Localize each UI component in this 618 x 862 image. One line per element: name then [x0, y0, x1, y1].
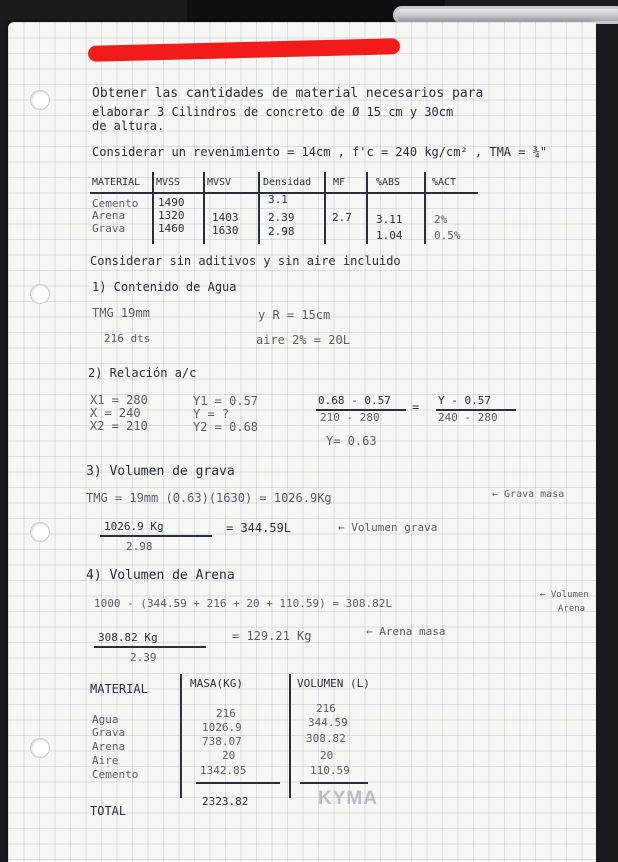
step2-y1: Y1 = 0.57	[193, 394, 259, 408]
binder-hole	[30, 90, 50, 110]
step2-equals: =	[412, 400, 420, 414]
t1-row-material: Arena	[92, 209, 126, 222]
t1-col-divider	[258, 172, 260, 244]
step3-result-note: ← Volumen grava	[338, 521, 438, 534]
t1-row-densidad: 2.39	[268, 211, 295, 224]
t1-row-abs: 3.11	[376, 213, 403, 226]
t1-row-mvss: 1320	[158, 209, 185, 222]
t1-col-divider	[203, 172, 205, 244]
t2-row-masa: 1342.85	[200, 764, 247, 777]
step4-heading: 4) Volumen de Arena	[86, 568, 235, 583]
t2-col-divider	[289, 674, 291, 798]
step2-x2: X2 = 210	[90, 419, 148, 433]
t2-row-material: Arena	[92, 740, 126, 753]
t2-header-material: MATERIAL	[90, 682, 148, 696]
t2-total-masa: 2323.82	[202, 795, 249, 808]
step4-calc: 1000 - (344.59 + 216 + 20 + 110.59) = 308.82L	[94, 597, 393, 610]
step2-y2: Y2 = 0.68	[193, 420, 259, 434]
binder-hole	[30, 522, 50, 542]
step2-frac2-denominator: 240 - 280	[438, 411, 498, 424]
t1-col-divider	[424, 172, 426, 244]
step4-calc-note-1: ← Volumen	[540, 590, 589, 600]
note-line: Considerar sin aditivos y sin aire incluido	[90, 254, 401, 268]
step3-frac-bar	[100, 535, 212, 537]
t1-col-divider	[324, 172, 326, 244]
t1-header-mf: MF	[333, 177, 346, 188]
t2-header-masa: MASA(KG)	[190, 677, 243, 690]
t1-header-mvsv: MVSV	[207, 177, 232, 188]
t2-row-material: Agua	[92, 713, 119, 726]
step1-revenimiento: y R = 15cm	[258, 308, 331, 322]
step2-frac2-numerator: Y - 0.57	[438, 394, 491, 407]
t1-row-act: 0.5%	[434, 229, 461, 242]
t2-total-label: TOTAL	[90, 804, 127, 818]
step3-calc: TMG = 19mm (0.63)(1630) = 1026.9Kg	[86, 491, 332, 505]
step4-frac-bar	[94, 646, 206, 648]
t1-row-material: Grava	[92, 222, 126, 235]
step1-heading: 1) Contenido de Agua	[92, 280, 237, 294]
t2-row-material: Grava	[92, 726, 126, 739]
title-line-1: Obtener las cantidades de material necesarios para	[92, 86, 484, 101]
step3-calc-note: ← Grava masa	[492, 489, 565, 500]
binder-hole	[30, 284, 50, 304]
t1-row-densidad: 2.98	[268, 225, 295, 238]
t1-row-mvsv: 1630	[212, 224, 239, 237]
step4-result-note: ← Arena masa	[366, 625, 446, 638]
t1-row-abs: 1.04	[376, 229, 403, 242]
step1-tmg: TMG 19mm	[92, 306, 150, 320]
step2-x: X = 240	[90, 406, 141, 420]
step2-x1: X1 = 280	[90, 393, 148, 407]
step4-frac-numerator: 308.82 Kg	[98, 631, 158, 644]
t1-header-abs: %ABS	[376, 177, 401, 188]
step1-aire: aire 2% = 20L	[256, 333, 350, 347]
t2-row-volumen: 20	[320, 749, 334, 762]
t1-header-material: MATERIAL	[92, 177, 141, 188]
step1-agua: 216 dts	[104, 332, 151, 345]
t1-row-densidad: 3.1	[268, 193, 288, 206]
t1-row-mf: 2.7	[332, 211, 352, 224]
step2-y: Y = ?	[193, 407, 230, 421]
t2-row-material: Cemento	[92, 768, 139, 781]
t1-col-divider	[152, 172, 154, 244]
t1-row-act: 2%	[434, 213, 448, 226]
t1-row-mvss: 1460	[158, 222, 185, 235]
t2-row-volumen: 110.59	[310, 764, 350, 777]
step4-result: = 129.21 Kg	[232, 629, 312, 643]
t2-row-volumen: 308.82	[306, 732, 346, 745]
t1-header-act: %ACT	[432, 177, 457, 188]
step3-heading: 3) Volumen de grava	[86, 464, 235, 479]
t1-row-material: Cemento	[92, 197, 139, 210]
t2-row-masa: 216	[216, 707, 236, 720]
t1-col-divider	[366, 172, 368, 244]
t2-row-material: Aire	[92, 754, 119, 767]
step3-result: = 344.59L	[226, 521, 292, 535]
step4-frac-denominator: 2.39	[130, 651, 157, 664]
t2-col-divider	[180, 674, 182, 798]
title-line-2: elaborar 3 Cilindros de concreto de Ø 15 cm y 30cm	[92, 105, 454, 119]
t2-total-rule	[196, 782, 280, 784]
step2-result: Y= 0.63	[326, 434, 377, 448]
t2-header-volumen: VOLUMEN (L)	[297, 677, 370, 690]
title-line-3: de altura.	[92, 119, 165, 133]
watermark-logo: KYMA	[318, 788, 378, 809]
step2-heading: 2) Relación a/c	[88, 366, 197, 380]
t2-row-masa: 738.07	[202, 735, 242, 748]
t1-row-mvss: 1490	[158, 196, 185, 209]
binder-hole	[30, 738, 50, 758]
t1-header-mvss: MVSS	[156, 177, 181, 188]
t1-row-mvsv: 1403	[212, 211, 239, 224]
t2-row-volumen: 344.59	[308, 716, 348, 729]
step2-frac1-denominator: 210 - 280	[320, 411, 380, 424]
conditions-line: Considerar un revenimiento = 14cm , f'c = 240 kg/cm² , TMA = ¾"	[92, 145, 548, 159]
t1-header-densidad: Densidad	[263, 177, 312, 188]
t2-row-masa: 20	[222, 749, 236, 762]
step4-calc-note-2: Arena	[558, 604, 586, 614]
step3-frac-denominator: 2.98	[126, 540, 153, 553]
step2-frac1-numerator: 0.68 - 0.57	[318, 394, 391, 407]
step3-frac-numerator: 1026.9 Kg	[104, 520, 164, 533]
t2-total-rule	[300, 782, 368, 784]
t2-row-masa: 1026.9	[202, 721, 242, 734]
t2-row-volumen: 216	[316, 702, 336, 715]
